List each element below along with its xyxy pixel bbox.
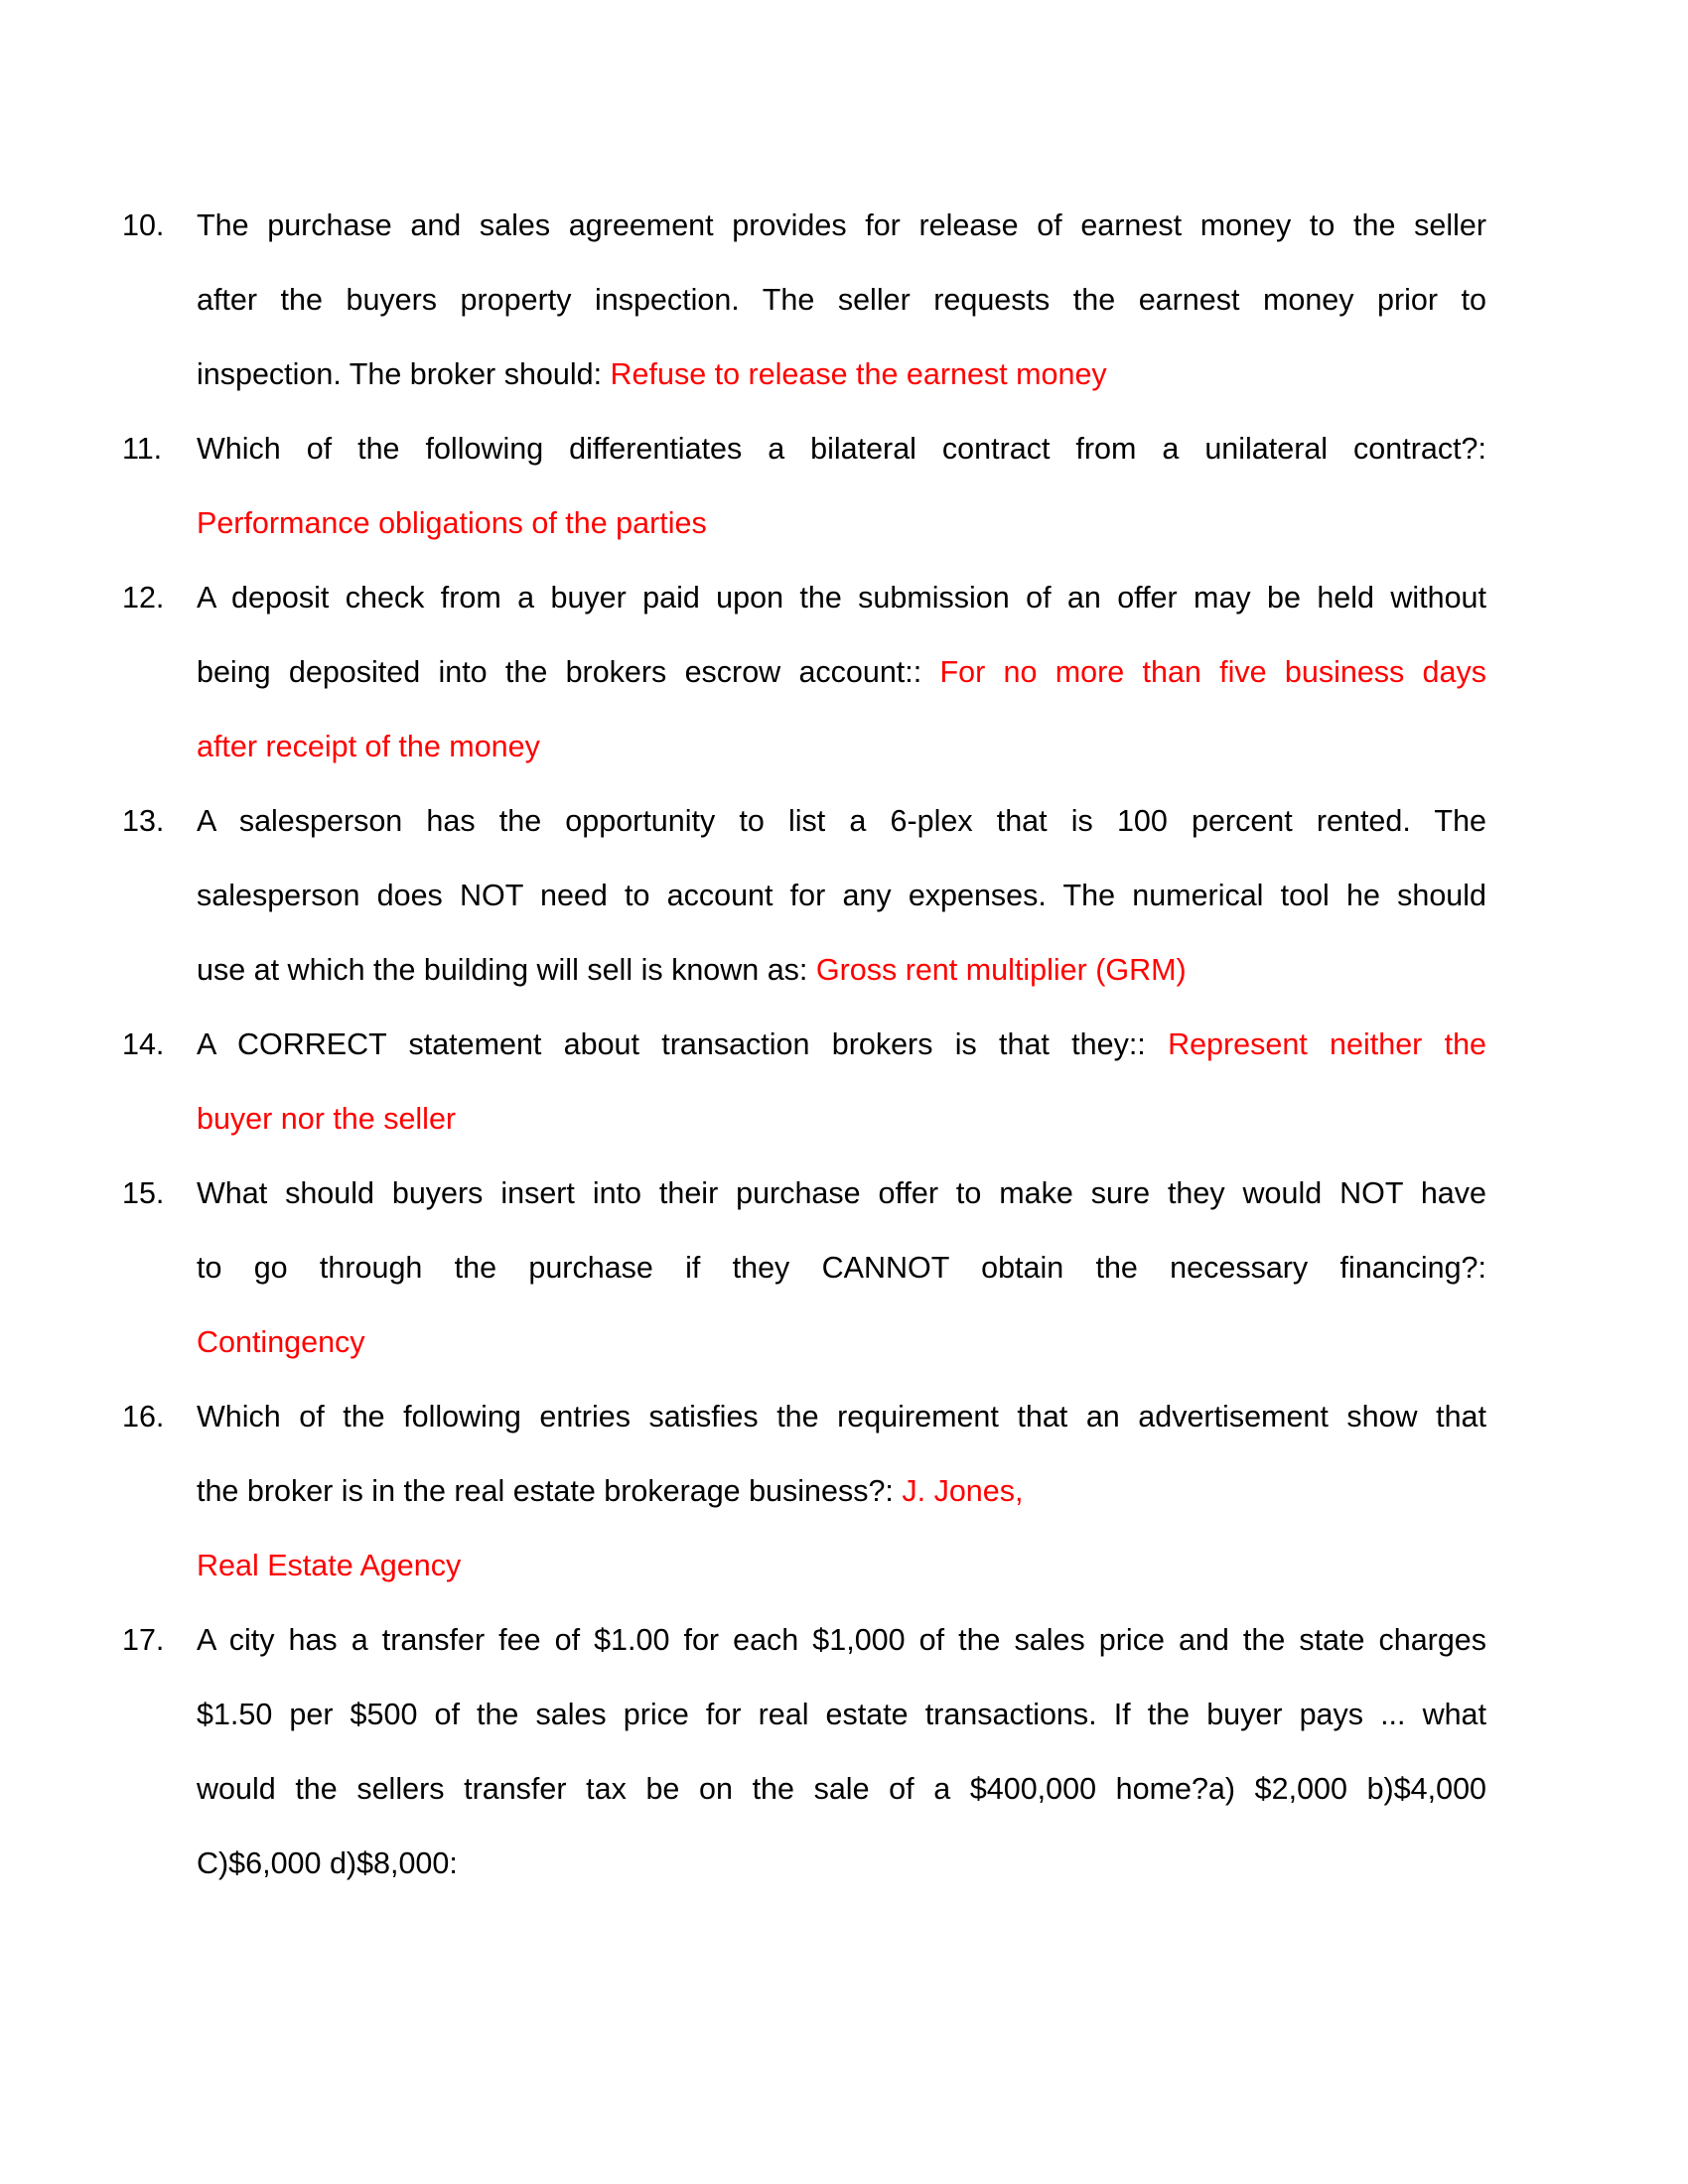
- question-line: [197, 1380, 1486, 1454]
- question-text: A city has a transfer fee of $1.00 for each $1,000 of the sales price and the state charges: [197, 1623, 1486, 1657]
- question-line: [197, 1752, 1486, 1827]
- question-line: [197, 412, 1486, 486]
- question-line: [197, 1082, 1486, 1157]
- question-body: [197, 1157, 1486, 1380]
- question-item: [122, 1603, 1486, 1901]
- question-item: [122, 412, 1486, 561]
- question-line: [197, 561, 1486, 635]
- question-text: A deposit check from a buyer paid upon the submission of an offer may be held without: [197, 581, 1486, 614]
- question-line: [197, 710, 1486, 784]
- question-text: What should buyers insert into their purchase offer to make sure they would NOT have: [197, 1176, 1486, 1210]
- question-body: [197, 1603, 1486, 1901]
- question-item: [122, 1380, 1486, 1603]
- question-body: [197, 1008, 1486, 1157]
- question-item: [122, 561, 1486, 784]
- question-line: [197, 1678, 1486, 1752]
- question-list: [122, 189, 1486, 1901]
- question-text: The purchase and sales agreement provides for release of earnest money to the seller: [197, 208, 1486, 242]
- question-line: [197, 1008, 1486, 1082]
- question-body: [197, 784, 1486, 1008]
- question-text: use at which the building will sell is known as:: [197, 953, 816, 987]
- answer-text: buyer nor the seller: [197, 1102, 457, 1136]
- answer-text: J. Jones,: [902, 1474, 1024, 1508]
- question-line: [197, 263, 1486, 338]
- question-line: [197, 933, 1486, 1008]
- question-text: being deposited into the brokers escrow account::: [197, 655, 940, 689]
- answer-text: Real Estate Agency: [197, 1549, 462, 1582]
- answer-text: Performance obligations of the parties: [197, 506, 707, 540]
- question-body: [197, 1380, 1486, 1603]
- question-text: C)$6,000 d)$8,000:: [197, 1846, 458, 1880]
- question-line: [197, 1231, 1486, 1305]
- question-text: salesperson does NOT need to account for any expenses. The numerical tool he should: [197, 879, 1486, 912]
- question-body: [197, 412, 1486, 561]
- question-number: 16.: [122, 1400, 165, 1433]
- answer-text: Gross rent multiplier (GRM): [815, 953, 1187, 987]
- question-number: 13.: [122, 804, 165, 838]
- answer-text: For no more than five business days: [939, 655, 1486, 689]
- question-line: [197, 784, 1486, 859]
- question-line: [197, 1529, 1486, 1603]
- answer-text: after receipt of the money: [197, 730, 540, 763]
- question-line: [197, 1157, 1486, 1231]
- question-line: [197, 1305, 1486, 1380]
- answer-text: Represent neither the: [1168, 1027, 1486, 1061]
- question-item: [122, 1157, 1486, 1380]
- question-text: the broker is in the real estate brokerage business?:: [197, 1474, 903, 1508]
- question-text: A salesperson has the opportunity to list a 6-plex that is 100 percent rented. The: [197, 804, 1486, 838]
- question-number: 15.: [122, 1176, 165, 1210]
- question-line: [197, 859, 1486, 933]
- question-text: Which of the following differentiates a bilateral contract from a unilateral contract?:: [197, 432, 1486, 466]
- question-number: 14.: [122, 1027, 165, 1061]
- question-text: $1.50 per $500 of the sales price for real estate transactions. If the buyer pays ... what: [197, 1698, 1486, 1731]
- question-line: [197, 338, 1486, 412]
- question-line: [197, 635, 1486, 710]
- question-text: after the buyers property inspection. The seller requests the earnest money prior to: [197, 283, 1486, 317]
- question-line: [197, 1827, 1486, 1901]
- question-text: would the sellers transfer tax be on the sale of a $400,000 home?a) $2,000 b)$4,000: [197, 1772, 1486, 1806]
- question-text: Which of the following entries satisfies the requirement that an advertisement show that: [197, 1400, 1486, 1433]
- question-number: 17.: [122, 1623, 165, 1657]
- question-line: [197, 189, 1486, 263]
- answer-text: Refuse to release the earnest money: [610, 357, 1107, 391]
- question-text: inspection. The broker should:: [197, 357, 611, 391]
- question-body: [197, 561, 1486, 784]
- question-number: 10.: [122, 208, 165, 242]
- question-text: to go through the purchase if they CANNOT obtain the necessary financing?:: [197, 1251, 1486, 1285]
- question-body: [197, 189, 1486, 412]
- question-item: [122, 784, 1486, 1008]
- question-number: 11.: [122, 432, 163, 466]
- question-line: [197, 486, 1486, 561]
- question-text: A CORRECT statement about transaction brokers is that they::: [197, 1027, 1169, 1061]
- question-line: [197, 1603, 1486, 1678]
- question-line: [197, 1454, 1486, 1529]
- question-item: [122, 189, 1486, 412]
- question-number: 12.: [122, 581, 165, 614]
- question-item: [122, 1008, 1486, 1157]
- answer-text: Contingency: [197, 1325, 365, 1359]
